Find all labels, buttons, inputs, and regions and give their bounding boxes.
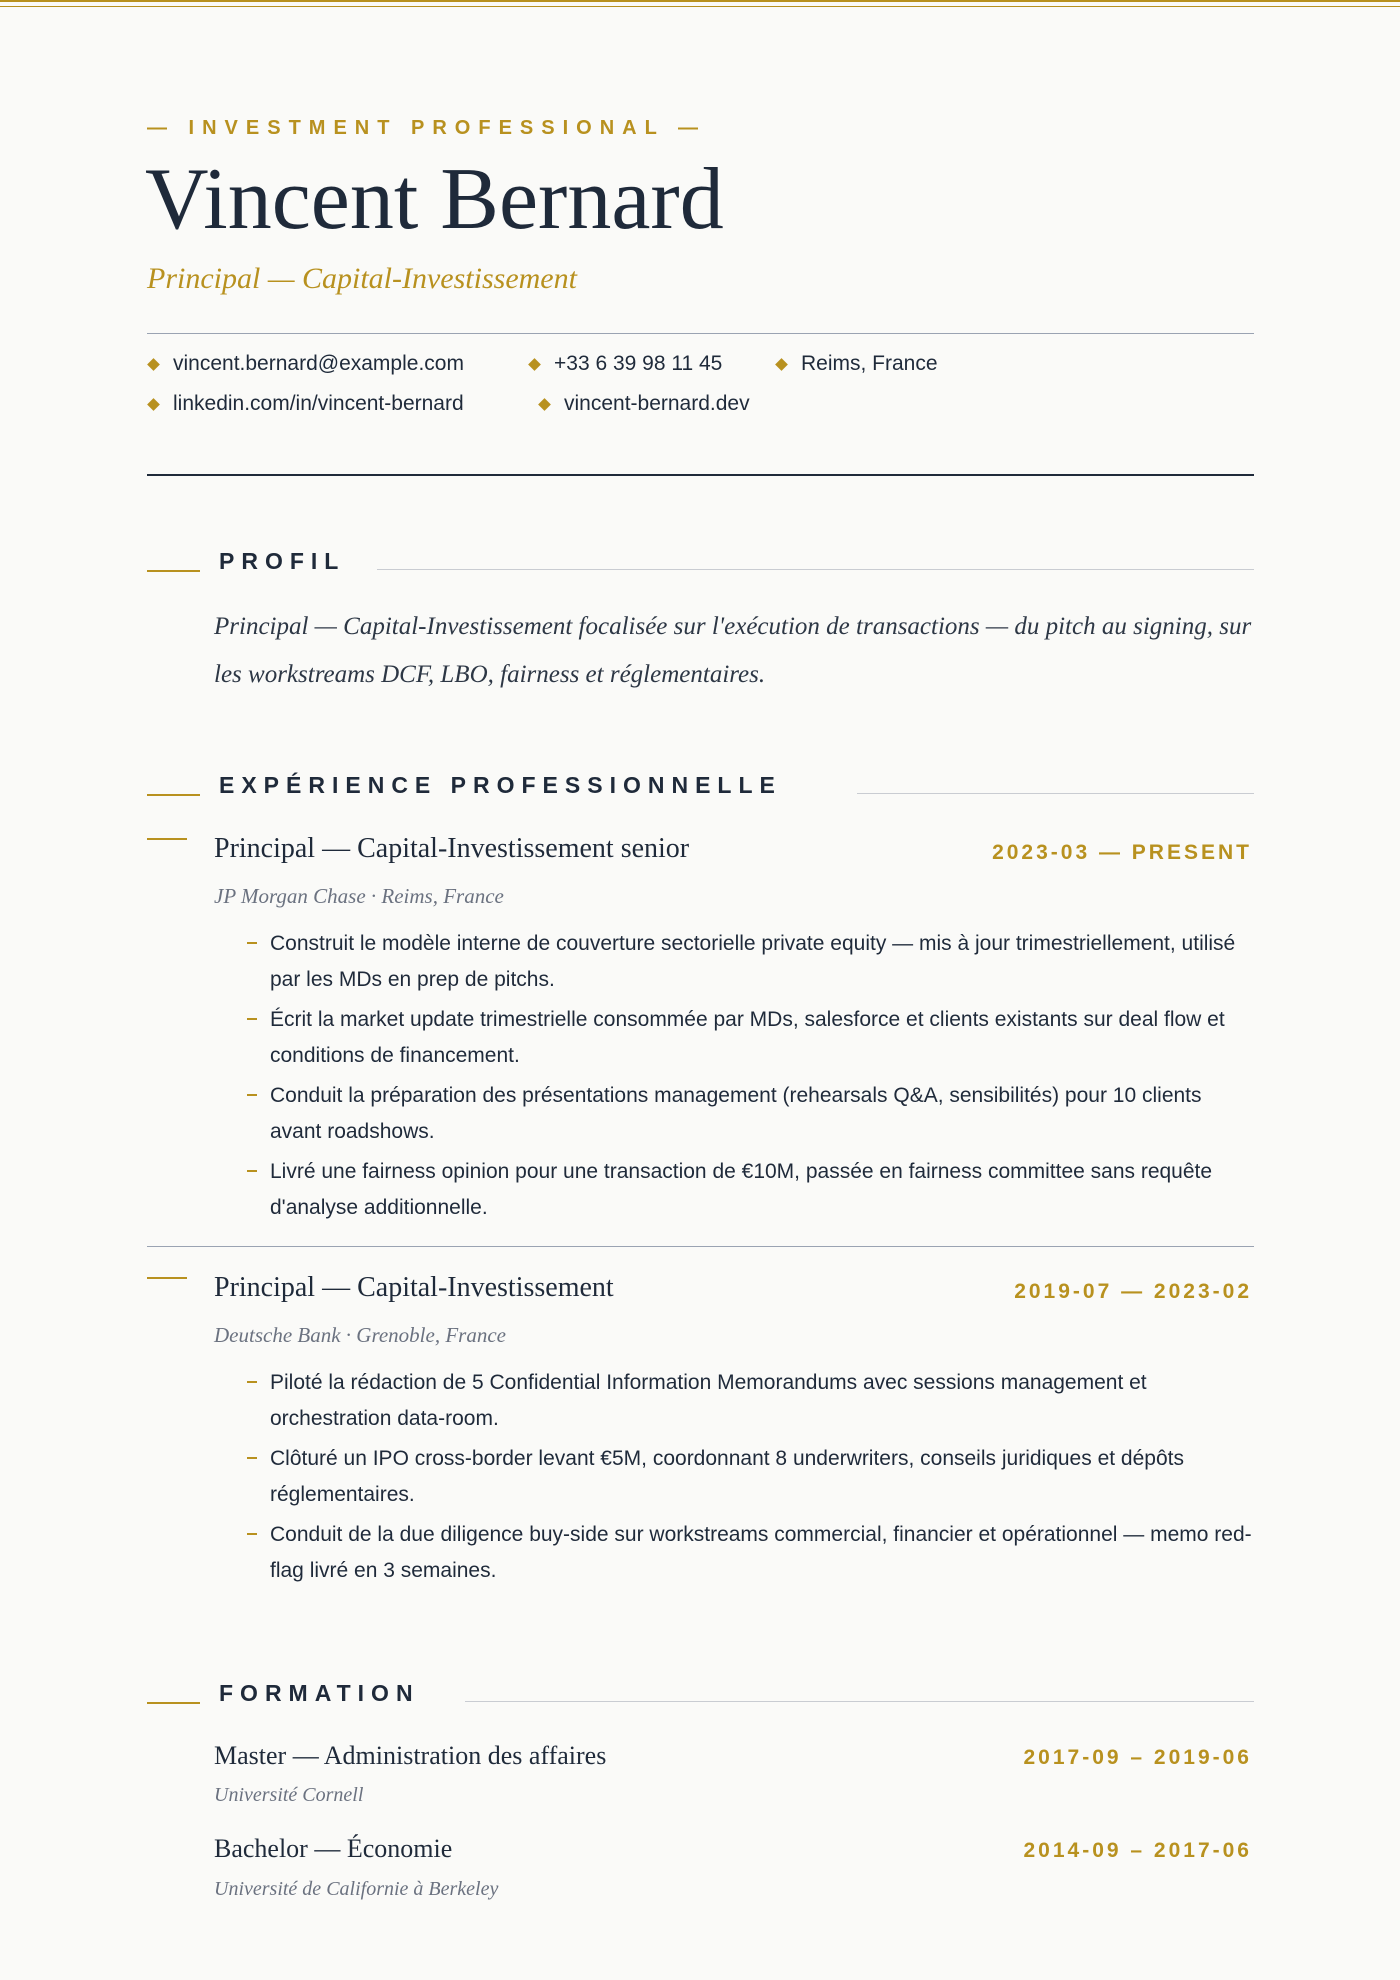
contact-email[interactable] <box>149 352 464 376</box>
job-bullet-list <box>247 926 1252 1230</box>
job-dates: 2023-03 — PRESENT <box>992 841 1252 864</box>
diamond-bullet-icon <box>147 358 160 371</box>
header-divider <box>147 333 1254 334</box>
section-rule <box>465 1701 1254 1702</box>
contact-linkedin-text: linkedin.com/in/vincent-bernard <box>173 392 464 415</box>
contact-website[interactable] <box>540 392 750 416</box>
section-accent-line <box>147 794 200 796</box>
header-eyebrow: — INVESTMENT PROFESSIONAL — <box>147 117 706 139</box>
job-accent-line <box>147 838 187 840</box>
job-employer: Deutsche Bank · Grenoble, France <box>214 1323 506 1347</box>
candidate-subtitle: Principal — Capital-Investissement <box>147 262 577 295</box>
contact-location-text: Reims, France <box>801 352 938 375</box>
education-degree: Master — Administration des affaires <box>214 1741 607 1770</box>
job-title: Principal — Capital-Investissement senior <box>214 833 690 864</box>
list-item: Conduit la préparation des présentations management (rehearsals Q&A, sensibilités) pour 10 clients avant roadshows. <box>247 1078 1252 1150</box>
contact-phone-text: +33 6 39 98 11 45 <box>554 352 723 375</box>
candidate-name: Vincent Bernard <box>145 151 724 248</box>
job-divider <box>147 1246 1254 1247</box>
list-item: Livré une fairness opinion pour une transaction de €10M, passée en fairness committee sans requête d'analyse additionnelle. <box>247 1154 1252 1226</box>
job-accent-line <box>147 1277 187 1279</box>
section-title: EXPÉRIENCE PROFESSIONNELLE <box>219 772 804 799</box>
education-dates: 2014-09 – 2017-06 <box>1023 1839 1252 1862</box>
section-experience-heading <box>147 772 1254 802</box>
section-title: PROFIL <box>219 548 367 575</box>
top-border-rule <box>0 0 1400 2</box>
education-degree: Bachelor — Économie <box>214 1834 453 1863</box>
contact-phone[interactable] <box>530 352 722 376</box>
header-bottom-divider <box>147 474 1254 476</box>
education-dates: 2017-09 – 2019-06 <box>1023 1746 1252 1769</box>
education-school: Université de Californie à Berkeley <box>214 1878 499 1900</box>
contact-email-text: vincent.bernard@example.com <box>173 352 464 375</box>
list-item: Conduit de la due diligence buy-side sur workstreams commercial, financier et opérationnel — memo red-flag livré en 3 semaines. <box>247 1517 1252 1589</box>
section-profile-heading <box>147 548 1254 578</box>
list-item: Construit le modèle interne de couverture sectorielle private equity — mis à jour trimestriellement, utilisé par les MDs en prep de pitchs. <box>247 926 1252 998</box>
section-education-heading <box>147 1680 1254 1710</box>
list-item: Piloté la rédaction de 5 Confidential Information Memorandums avec sessions management et orchestration data-room. <box>247 1365 1252 1437</box>
list-item: Écrit la market update trimestrielle consommée par MDs, salesforce et clients existants sur deal flow et conditions de financement. <box>247 1002 1252 1074</box>
job-bullet-list <box>247 1365 1252 1593</box>
diamond-bullet-icon <box>147 398 160 411</box>
section-accent-line <box>147 570 200 572</box>
diamond-bullet-icon <box>775 358 788 371</box>
section-rule <box>857 793 1254 794</box>
job-dates: 2019-07 — 2023-02 <box>1014 1280 1252 1303</box>
section-accent-line <box>147 1702 200 1704</box>
section-title: FORMATION <box>219 1680 442 1707</box>
top-border-rule-thin <box>0 6 1400 7</box>
profile-summary: Principal — Capital-Investissement focalisée sur l'exécution de transactions — du pitch au signing, sur les workstreams DCF, LBO, fairness et réglementaires. <box>214 613 1252 688</box>
education-school: Université Cornell <box>214 1784 364 1806</box>
diamond-bullet-icon <box>528 358 541 371</box>
contact-website-text: vincent-bernard.dev <box>564 392 750 415</box>
contact-linkedin[interactable] <box>149 392 464 416</box>
job-title: Principal — Capital-Investissement <box>214 1272 614 1303</box>
job-employer: JP Morgan Chase · Reims, France <box>214 884 504 908</box>
section-rule <box>377 569 1254 570</box>
diamond-bullet-icon <box>538 398 551 411</box>
list-item: Clôturé un IPO cross-border levant €5M, coordonnant 8 underwriters, conseils juridiques et dépôts réglementaires. <box>247 1441 1252 1513</box>
contact-location <box>777 352 938 376</box>
